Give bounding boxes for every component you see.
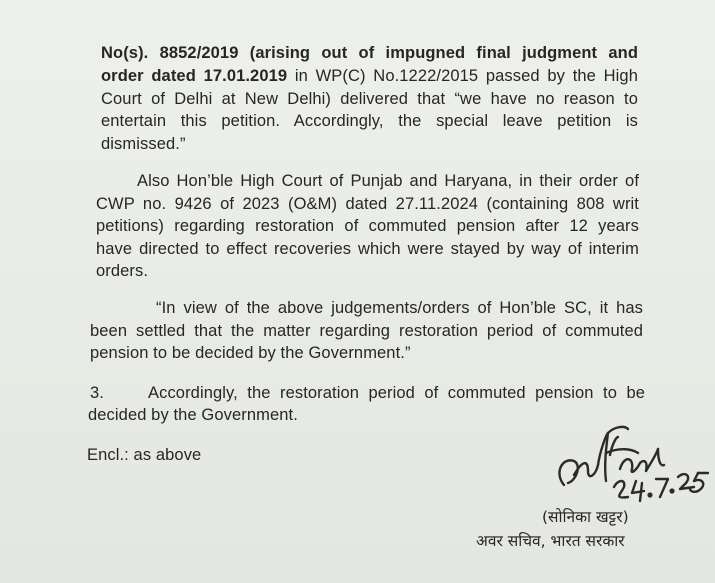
signatory-designation: अवर सचिव, भारत सरकार <box>476 532 625 550</box>
para1-line3: Court of Delhi at New Delhi) delivered that “we have no reason to <box>101 90 638 108</box>
para4-number: 3. <box>90 384 104 402</box>
para2-line4: have directed to effect recoveries which were stayed by way of interim <box>96 240 639 258</box>
para1-line4: entertain this petition. Accordingly, the special leave petition is <box>101 112 638 130</box>
para3-line3: pension to be decided by the Government.” <box>90 344 411 362</box>
para4-line1: Accordingly, the restoration period of commuted pension to be <box>148 384 645 402</box>
para1-line1: No(s). 8852/2019 (arising out of impugned final judgment and <box>101 44 638 62</box>
para2-line1: Also Hon’ble High Court of Punjab and Haryana, in their order of <box>137 172 639 190</box>
para2-line2: CWP no. 9426 of 2023 (O&M) dated 27.11.2024 (containing 808 writ <box>96 195 639 213</box>
para1-line2: order dated 17.01.2019 in WP(C) No.1222/2015 passed by the High <box>101 67 638 85</box>
para1-line5: dismissed.” <box>101 135 186 153</box>
para3-line2: been settled that the matter regarding restoration period of commuted <box>90 322 643 340</box>
para2-line3: petitions) regarding restoration of commuted pension after 12 years <box>96 217 639 235</box>
para3-line1: “In view of the above judgements/orders of Hon’ble SC, it has <box>156 299 643 317</box>
signatory-name: (सोनिका खट्टर) <box>542 508 629 526</box>
para2-line5: orders. <box>96 262 149 280</box>
para4-line2: decided by the Government. <box>88 406 298 424</box>
enclosure-note: Encl.: as above <box>87 446 202 464</box>
handwritten-signature <box>548 415 715 507</box>
